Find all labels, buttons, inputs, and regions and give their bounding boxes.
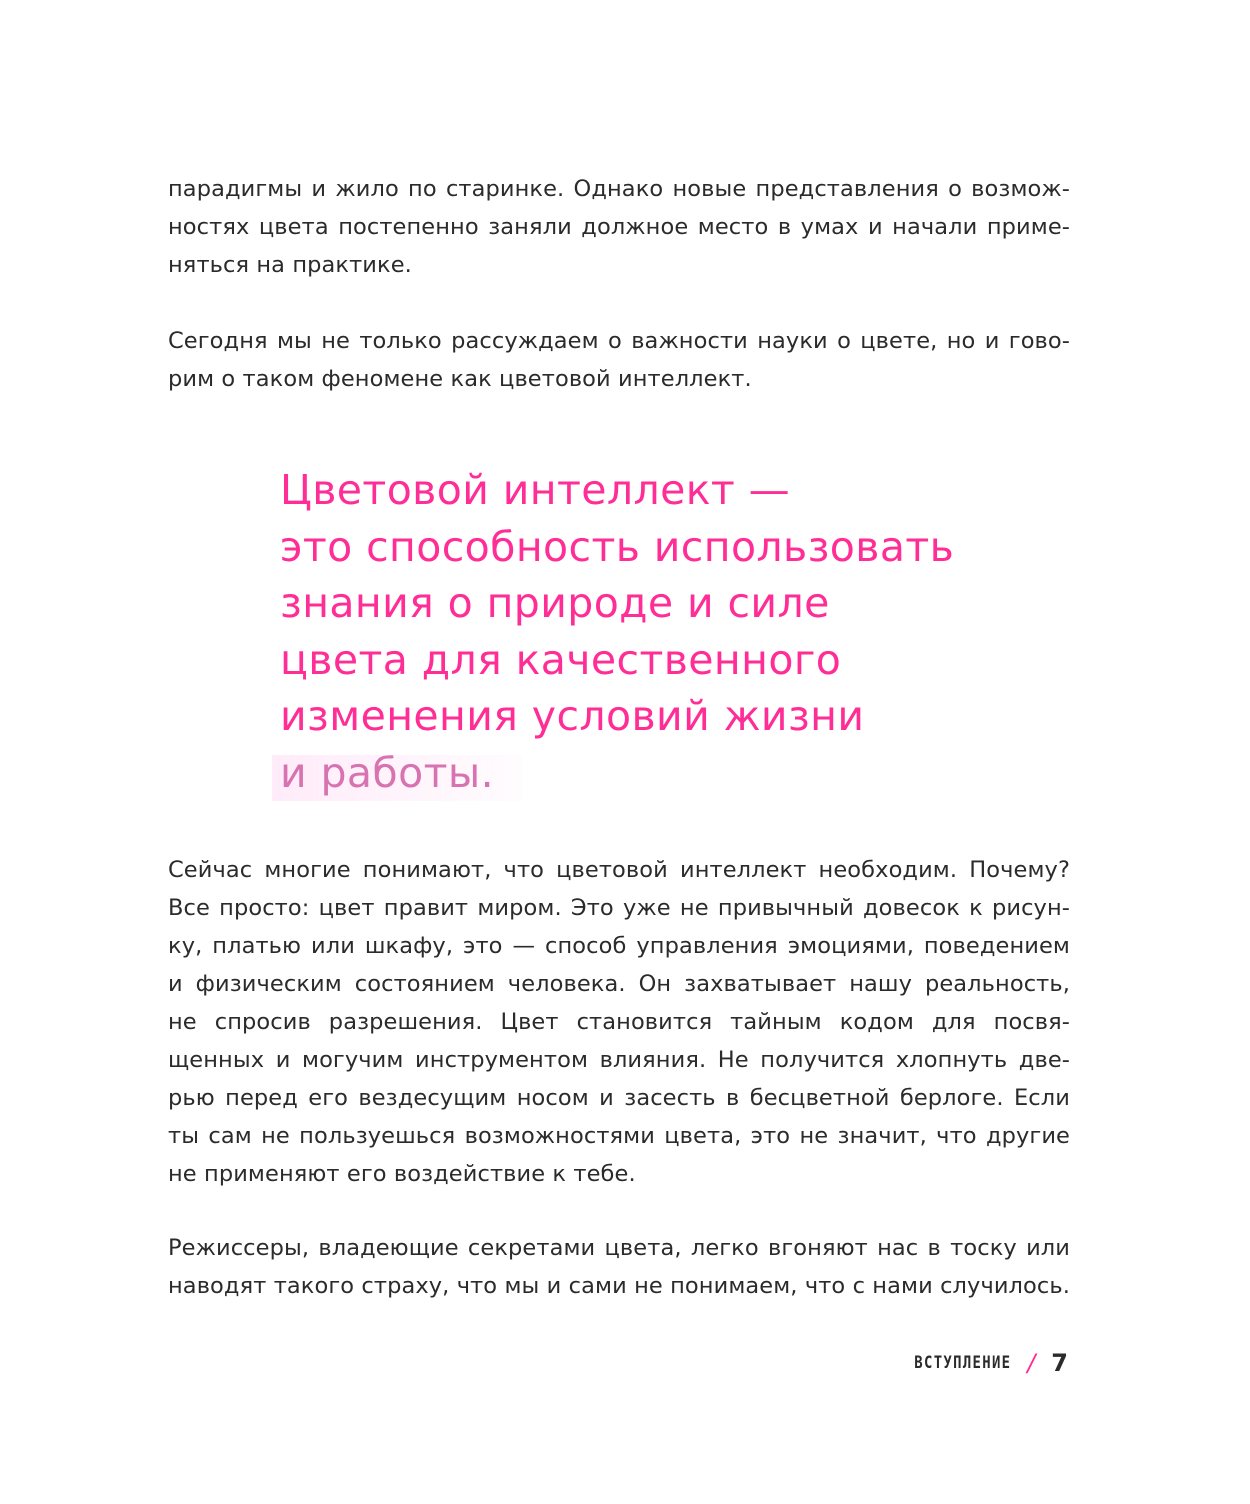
- paragraph-line: парадигмы и жило по старинке. Однако новые представления о возмож-: [168, 176, 1070, 202]
- footer-separator: /: [1027, 1349, 1036, 1377]
- pull-quote-line: это способность использовать: [280, 522, 955, 571]
- page-number: 7: [1051, 1349, 1068, 1377]
- paragraph-line: Сейчас многие понимают, что цветовой интеллект необходим. Почему?: [168, 857, 1070, 883]
- section-title: ВСТУПЛЕНИЕ: [914, 1353, 1012, 1373]
- paragraph-line: ку, платью или шкафу, это — способ управления эмоциями, поведением: [168, 933, 1070, 959]
- paragraph-line: рим о таком феномене как цветовой интеллект.: [168, 366, 752, 392]
- paragraph-3: [168, 851, 1070, 1193]
- paragraph-line: наводят такого страху, что мы и сами не понимаем, что с нами случилось.: [168, 1273, 1070, 1299]
- page-footer: [893, 1346, 1068, 1380]
- pull-quote-line: цвета для качественного: [280, 635, 842, 684]
- paragraph-line: и физическим состоянием человека. Он захватывает нашу реальность,: [168, 971, 1070, 997]
- paragraph-line: ностях цвета постепенно заняли должное место в умах и начали приме-: [168, 214, 1070, 240]
- paragraph-line: рью перед его вездесущим носом и засесть в бесцветной берлоге. Если: [168, 1085, 1070, 1111]
- paragraph-line: няться на практике.: [168, 252, 412, 278]
- paragraph-line: щенных и могучим инструментом влияния. Не получится хлопнуть две-: [168, 1047, 1070, 1073]
- paragraph-line: не спросив разрешения. Цвет становится тайным кодом для посвя-: [168, 1009, 1070, 1035]
- paragraph-line: не применяют его воздействие к тебе.: [168, 1161, 636, 1187]
- paragraph-2: [168, 322, 1070, 398]
- pull-quote-line-highlighted: и работы.: [280, 745, 1100, 802]
- pull-quote-line: Цветовой интеллект —: [280, 466, 790, 514]
- paragraph-4: [168, 1229, 1070, 1305]
- paragraph-1: [168, 170, 1070, 284]
- pull-quote-line: знания о природе и силе: [280, 579, 830, 627]
- paragraph-line: Режиссеры, владеющие секретами цвета, легко вгоняют нас в тоску или: [168, 1235, 1070, 1261]
- paragraph-line: ты сам не пользуешься возможностями цвета, это не значит, что другие: [168, 1123, 1070, 1149]
- pull-quote-line: изменения условий жизни: [280, 692, 865, 740]
- paragraph-line: Все просто: цвет правит миром. Это уже не привычный довесок к рисун-: [168, 895, 1070, 921]
- pull-quote: [280, 462, 1100, 801]
- paragraph-line: Сегодня мы не только рассуждаем о важности науки о цвете, но и гово-: [168, 328, 1070, 354]
